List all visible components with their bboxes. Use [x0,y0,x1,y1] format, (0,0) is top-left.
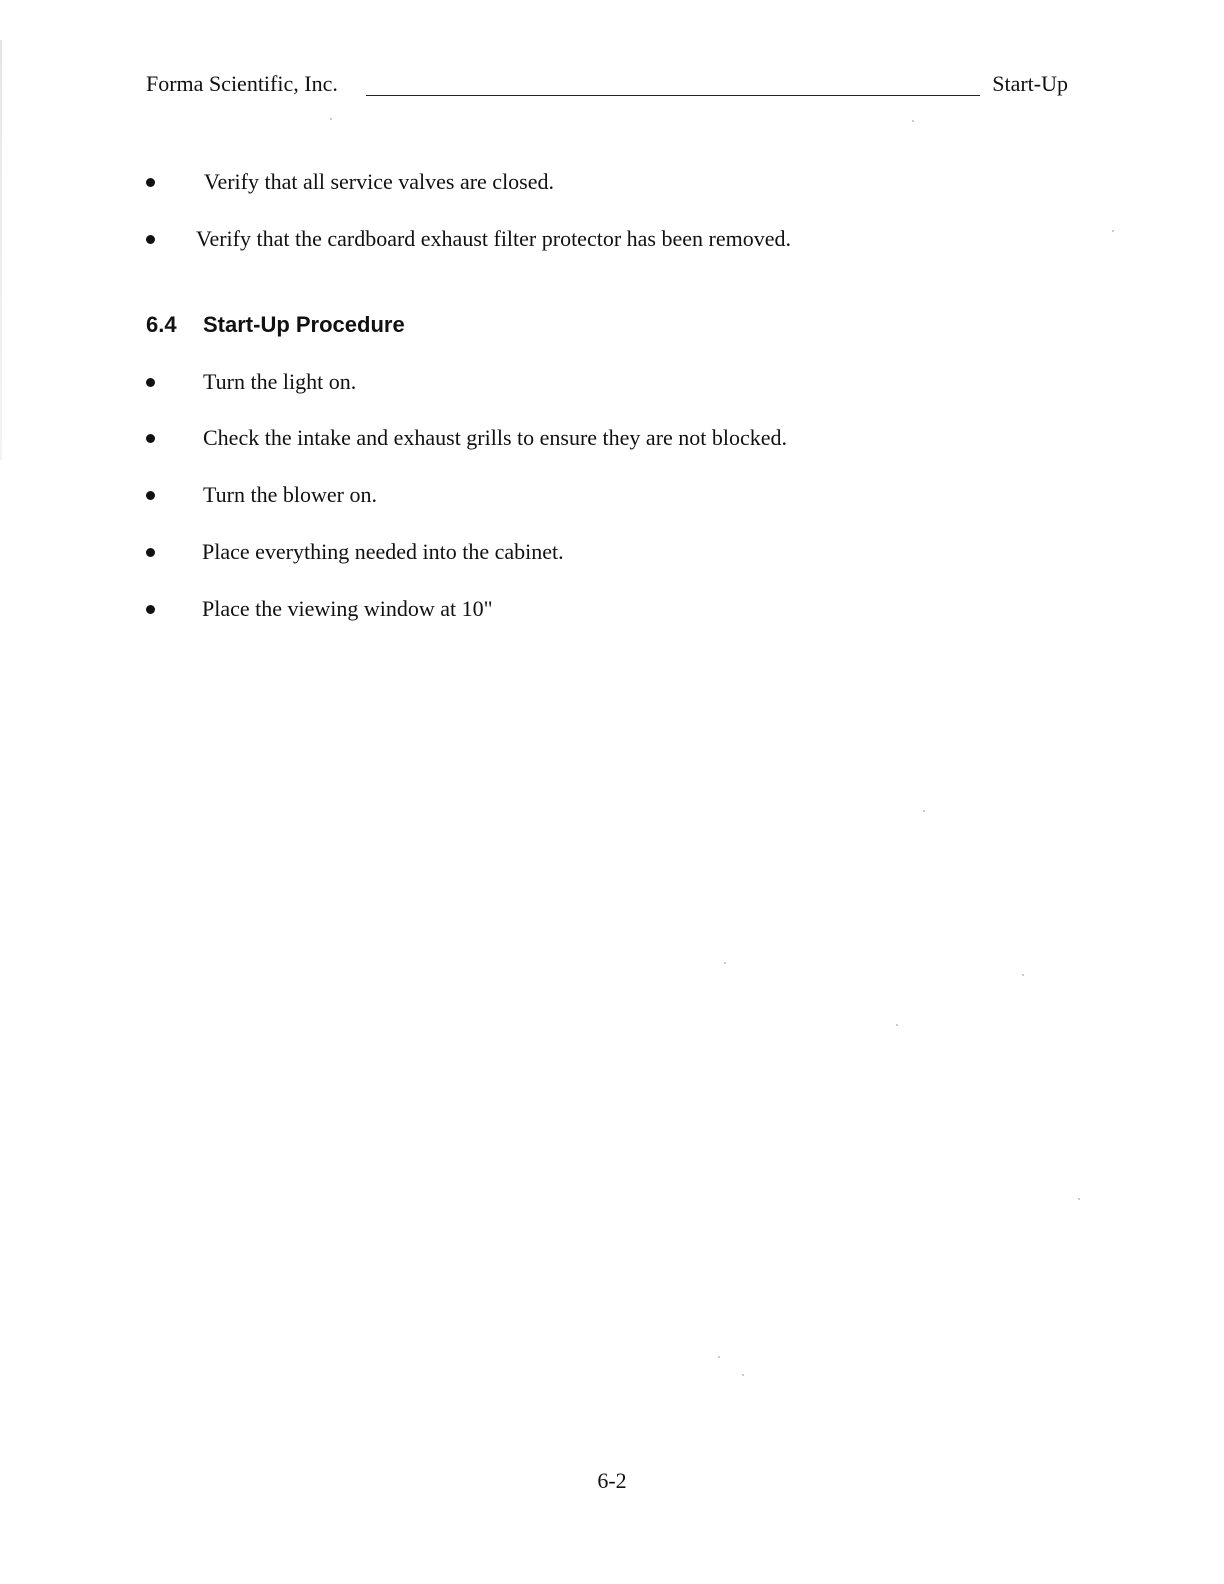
header-rule [366,95,980,96]
bullet-icon [146,491,155,500]
running-header [146,70,1068,98]
bullet-icon [146,434,155,443]
list-item-text: Place the viewing window at 10" [202,596,493,621]
list-item-text: Place everything needed into the cabinet. [202,539,564,564]
bullet-icon [146,178,155,187]
bullet-icon [146,605,155,614]
section-number: 6.4 [146,312,177,337]
list-item-text: Turn the blower on. [203,482,377,507]
section-title: Start-Up Procedure [203,312,405,337]
header-company: Forma Scientific, Inc. [146,71,338,96]
header-section: Start-Up [992,71,1068,96]
list-item-text: Check the intake and exhaust grills to ensure they are not blocked. [203,425,788,450]
list-item-text: Turn the light on. [203,369,357,394]
bullet-icon [146,378,155,387]
bullet-icon [146,235,155,244]
bullet-icon [146,548,155,557]
page-number: 6-2 [597,1468,627,1493]
list-item-text: Verify that all service valves are closed. [204,169,555,194]
list-item-text: Verify that the cardboard exhaust filter protector has been removed. [196,226,791,251]
scan-edge-shadow [0,40,2,460]
